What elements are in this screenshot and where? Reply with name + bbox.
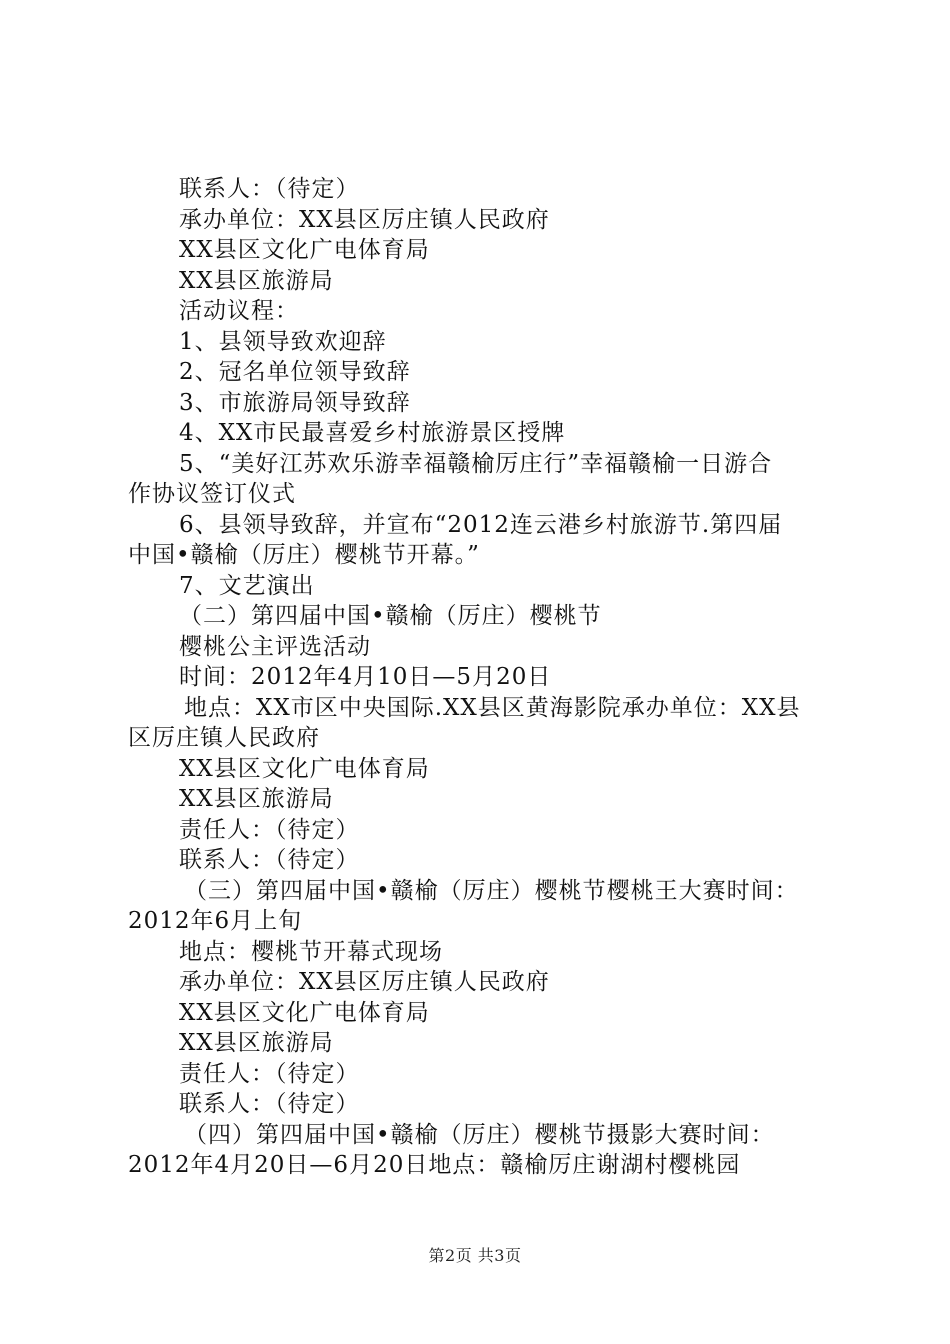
text-line: XX县区文化广电体育局 [179,999,430,1026]
text-line: 承办单位：XX县区厉庄镇人民政府 [179,969,550,995]
text-line: 联系人：（待定） [179,176,360,202]
text-line: 7、文艺演出 [179,572,315,599]
text-line: 5、“美好江苏欢乐游幸福赣榆厉庄行”幸福赣榆一日游合 [179,450,773,477]
text-line: 地点：XX市区中央国际.XX县区黄海影院承办单位：XX县 [184,694,801,721]
text-line: 责任人：（待定） [179,816,360,843]
text-line: 联系人：（待定） [179,847,360,873]
text-line: 1、县领导致欢迎辞 [179,328,387,355]
text-line: 联系人：（待定） [179,1091,360,1117]
text-line: XX县区旅游局 [179,786,334,812]
text-line: XX县区旅游局 [179,267,334,294]
text-line: 时间：2012年4月10日—5月20日 [179,664,552,690]
page-footer: 第2页 共3页 [428,1246,522,1265]
text-line: XX县区旅游局 [179,1030,334,1056]
text-line: （四）第四届中国•赣榆（厉庄）樱桃节摄影大赛时间： [184,1121,775,1148]
text-line: 6、县领导致辞，并宣布“2012连云港乡村旅游节.第四届 [179,511,783,538]
text-line: 4、XX市民最喜爱乡村旅游景区授牌 [179,420,566,446]
text-line: 区厉庄镇人民政府 [128,725,320,751]
text-line: 地点：樱桃节开幕式现场 [179,938,443,965]
text-line: 樱桃公主评选活动 [179,633,371,660]
text-line: 2、冠名单位领导致辞 [179,359,411,385]
text-line: 承办单位：XX县区厉庄镇人民政府 [179,206,550,233]
text-line: XX县区文化广电体育局 [179,237,430,263]
text-line: 3、市旅游局领导致辞 [179,389,411,416]
text-line: 活动议程： [179,298,299,324]
document-body [128,174,840,1181]
text-line: 2012年4月20日—6月20日地点：赣榆厉庄谢湖村樱桃园 [128,1152,741,1178]
text-line: 作协议签订仪式 [128,481,296,507]
text-line: XX县区文化广电体育局 [179,755,430,782]
text-line: 责任人：（待定） [179,1060,360,1087]
text-line: 中国•赣榆（厉庄）樱桃节开幕。” [128,542,480,568]
text-line: （二）第四届中国•赣榆（厉庄）樱桃节 [179,603,602,629]
text-line: 2012年6月上旬 [128,908,303,934]
text-line: （三）第四届中国•赣榆（厉庄）樱桃节樱桃王大赛时间： [184,877,799,904]
